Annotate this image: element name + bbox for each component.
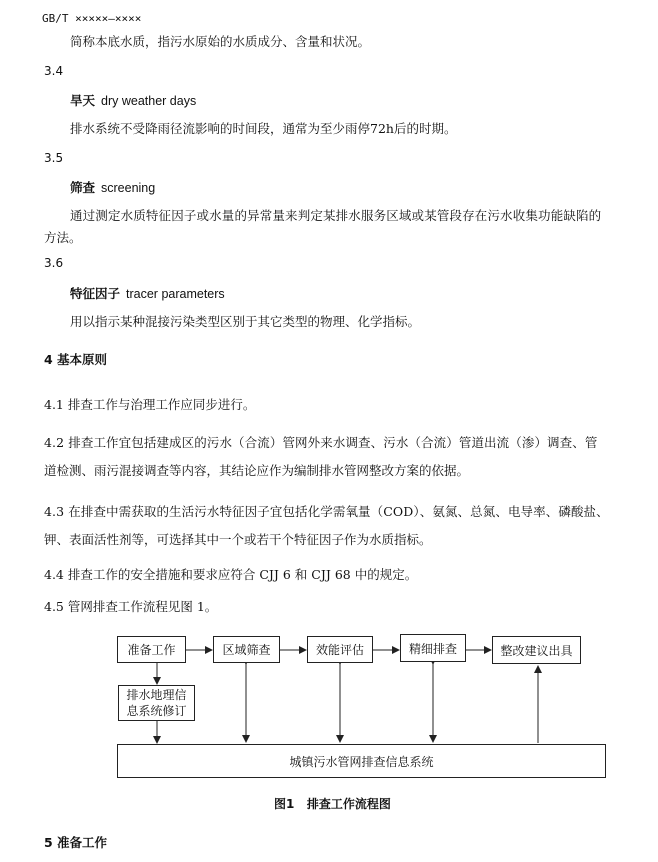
clause-4-5: 4.5 管网排查工作流程见图 1。 — [44, 599, 218, 614]
term-cn: 旱天 — [70, 93, 96, 108]
box-gis-revision — [118, 685, 195, 721]
term-en: tracer parameters — [126, 287, 225, 301]
box-rectify: 整改建议出具 — [492, 636, 581, 664]
clause-4-3-line1: 4.3 在排查中需获取的生活污水特征因子宜包括化学需氧量（COD）、氨氮、总氮、电导率、磷酸盐、 — [44, 504, 609, 519]
clause-number-3-6: 3.6 — [44, 256, 64, 270]
clause-4-4: 4.4 排查工作的安全措施和要求应符合 CJJ 6 和 CJJ 68 中的规定。 — [44, 567, 418, 582]
box-gis-line1: 排水地理信 — [126, 688, 187, 702]
clause-4-2-line1: 4.2 排查工作宜包括建成区的污水（合流）管网外来水调查、污水（合流）管道出流（渗）调查、管 — [44, 435, 598, 450]
box-gis-line2: 息系统修订 — [126, 704, 187, 718]
clause-4-1: 4.1 排查工作与治理工作应同步进行。 — [44, 397, 256, 412]
term-en: dry weather days — [101, 94, 197, 108]
definition-3-5-line1: 通过测定水质特征因子或水量的异常量来判定某排水服务区域或某管段存在污水收集功能缺陷的 — [70, 208, 602, 223]
box-prepare: 准备工作 — [117, 636, 186, 663]
term-cn: 筛查 — [70, 180, 96, 195]
section-4-heading: 4 基本原则 — [44, 352, 108, 367]
term-en: screening — [101, 181, 156, 195]
box-efficiency-eval: 效能评估 — [307, 636, 373, 663]
clause-number-3-4: 3.4 — [44, 64, 64, 78]
clause-number-3-5: 3.5 — [44, 151, 64, 165]
standard-header: GB/T ×××××—×××× — [42, 12, 142, 25]
box-fine-check: 精细排查 — [400, 634, 466, 662]
definition-3-6: 用以指示某种混接污染类型区别于其它类型的物理、化学指标。 — [70, 314, 421, 329]
definition-3-3-tail: 简称本底水质，指污水原始的水质成分、含量和状况。 — [70, 34, 371, 49]
clause-4-2-line2: 道检测、雨污混接调查等内容，其结论应作为编制排水管网整改方案的依据。 — [44, 463, 470, 478]
definition-3-5-line2: 方法。 — [44, 230, 82, 245]
definition-3-4: 排水系统不受降雨径流影响的时间段，通常为至少雨停72h后的时期。 — [70, 121, 457, 136]
figure-caption: 图1 排查工作流程图 — [274, 797, 391, 811]
box-info-system: 城镇污水管网排查信息系统 — [117, 744, 606, 778]
box-region-screen: 区域筛查 — [213, 636, 280, 663]
term-cn: 特征因子 — [70, 286, 121, 301]
clause-4-3-line2: 钾、表面活性剂等，可选择其中一个或若干个特征因子作为水质指标。 — [44, 532, 432, 547]
section-5-heading: 5 准备工作 — [44, 835, 108, 850]
